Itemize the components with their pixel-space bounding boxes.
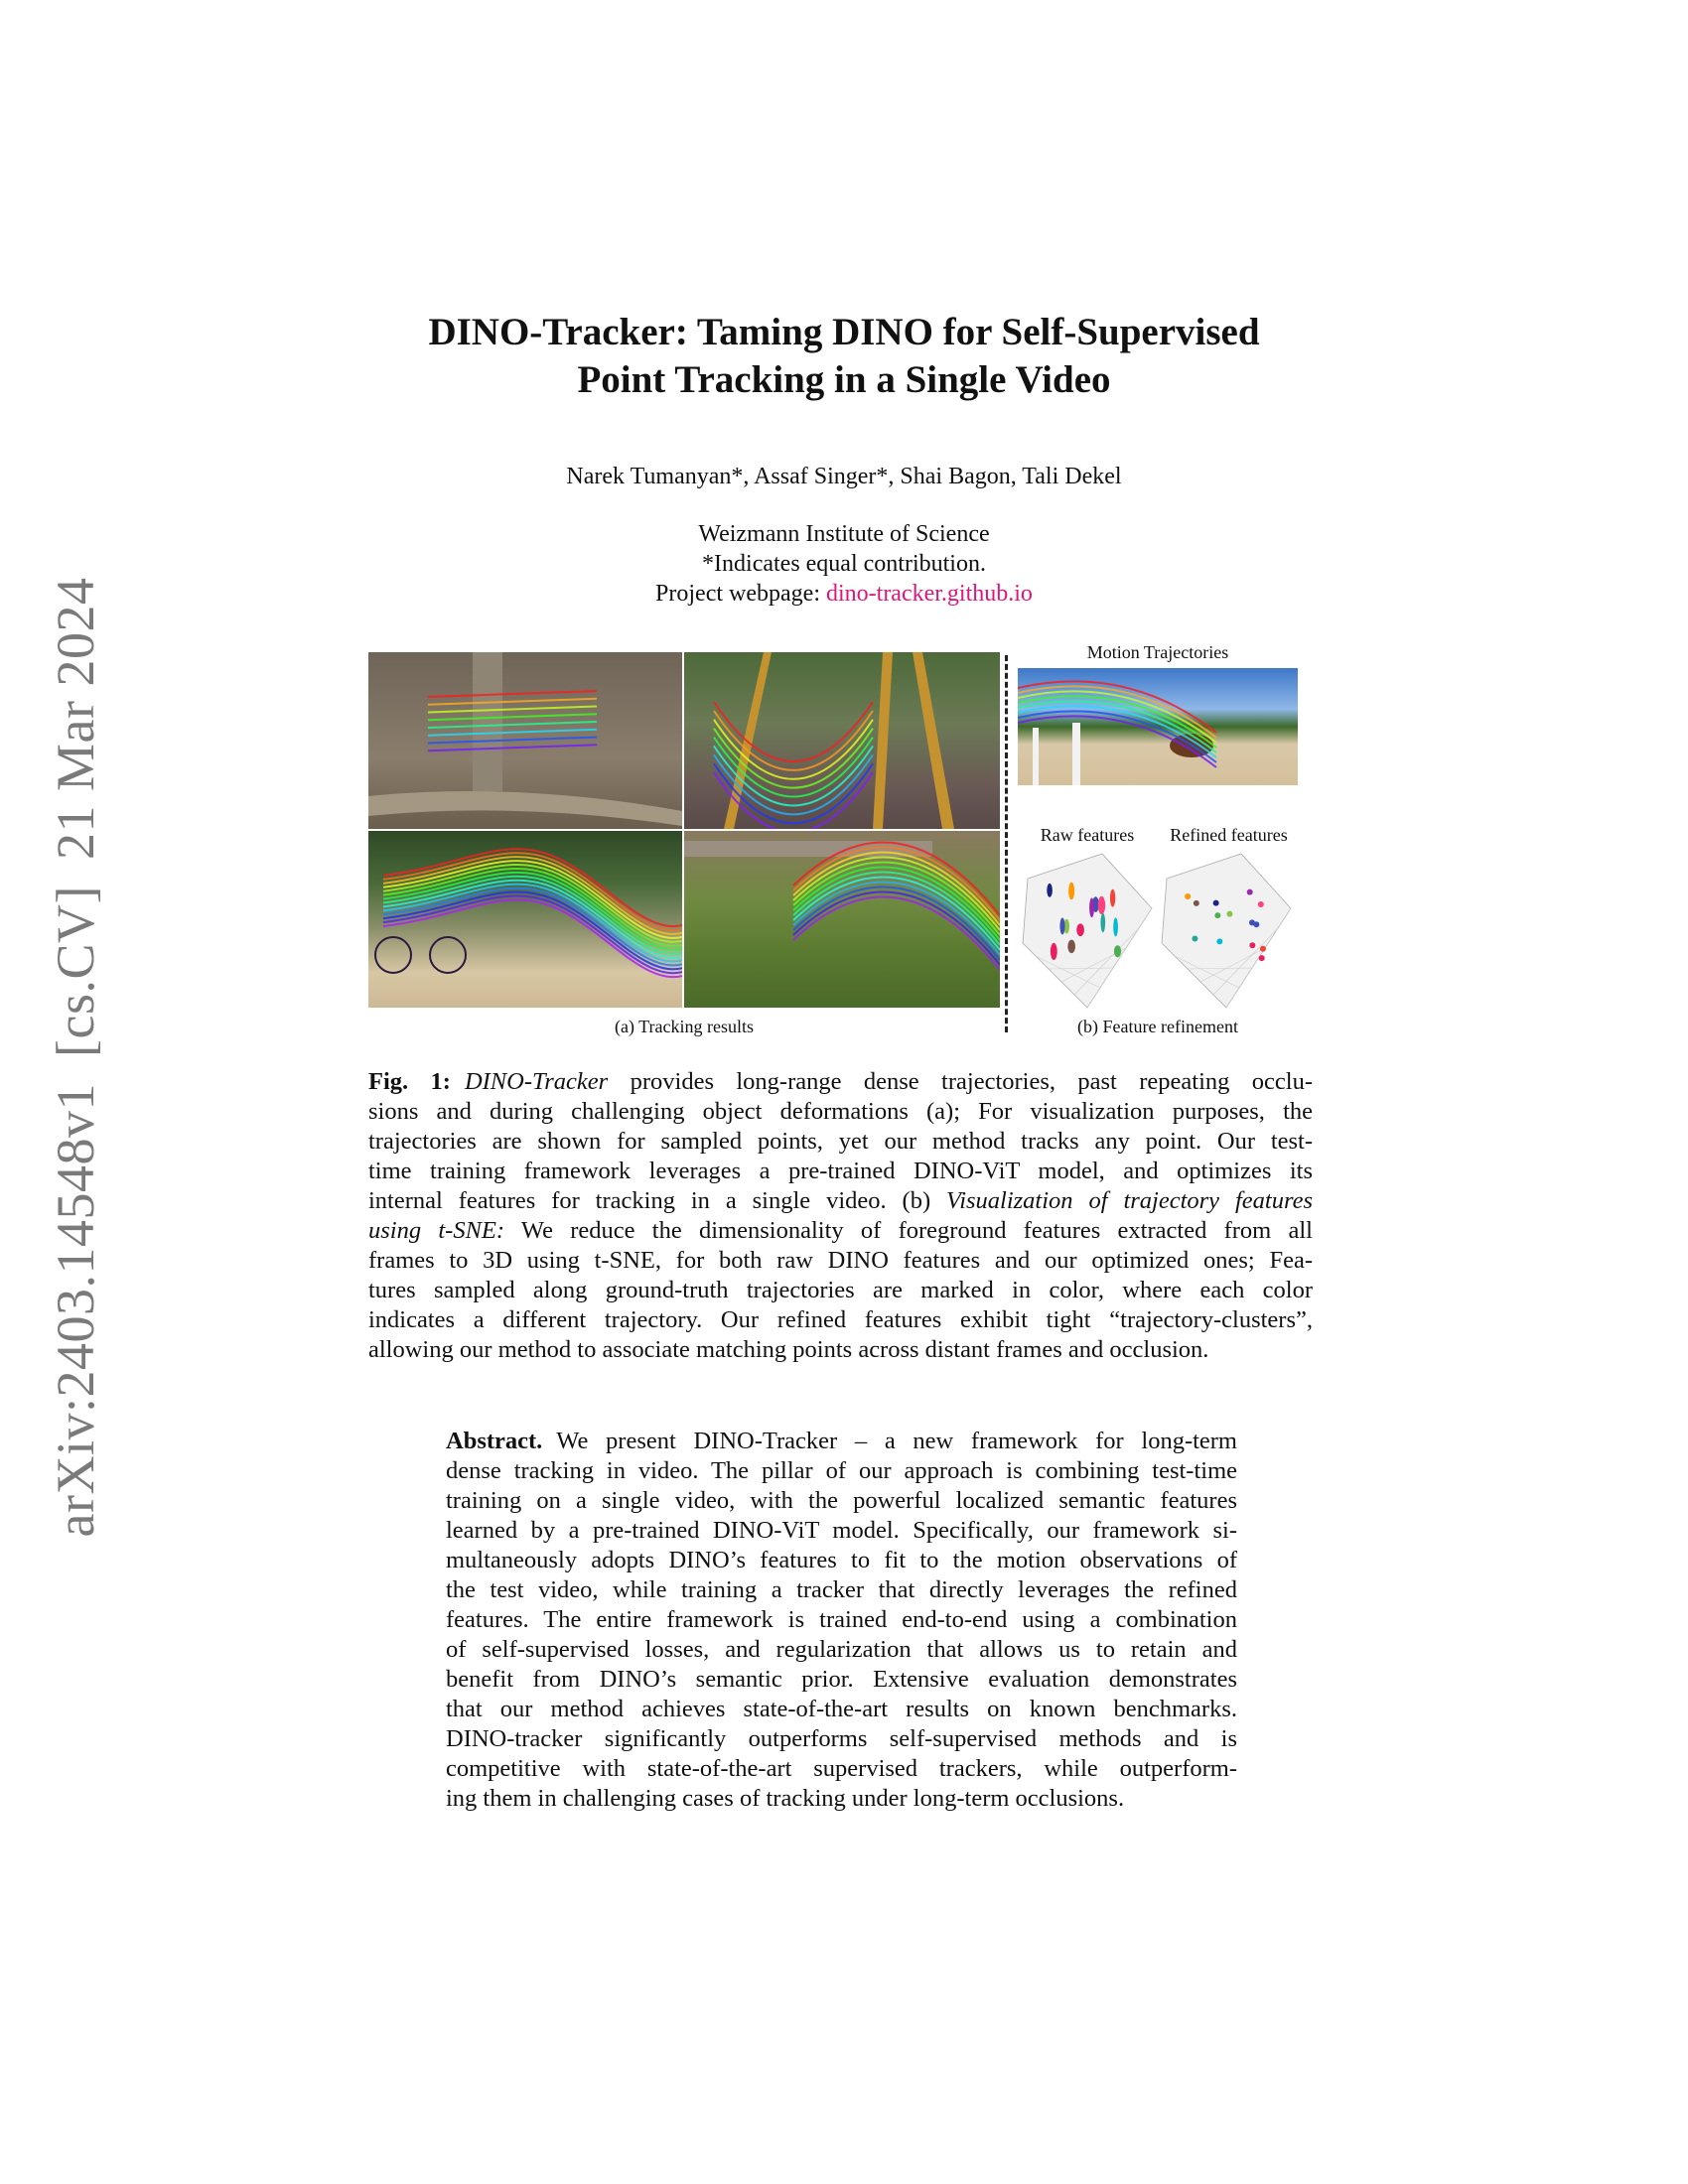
feature-cluster <box>1110 889 1115 907</box>
abstract-line <box>446 1665 1237 1695</box>
abstract-line <box>446 1546 1237 1575</box>
trajectory-line <box>383 888 682 966</box>
caption-line <box>368 1127 1313 1157</box>
feature-cluster <box>1185 893 1191 899</box>
feature-cluster <box>1213 900 1219 906</box>
abstract-line <box>446 1575 1237 1605</box>
trajectory-line <box>428 707 597 713</box>
figure-caption <box>368 1067 1313 1365</box>
feature-cluster <box>1113 917 1118 936</box>
feature-cluster <box>1047 884 1053 897</box>
feature-cluster <box>1089 898 1094 918</box>
trajectory-line <box>428 699 597 705</box>
abstract <box>446 1427 1237 1814</box>
abstract-line-text: competitive with state-of-the-art supervised trackers, while outperform- <box>446 1755 1237 1782</box>
webpage-label: Project webpage: <box>655 581 826 607</box>
caption-line <box>368 1335 1313 1365</box>
feature-cluster <box>1067 940 1075 954</box>
caption-line <box>368 1097 1313 1127</box>
feature-cluster <box>1259 955 1265 961</box>
abstract-line-text: learned by a pre-trained DINO-ViT model. Specifically, our framework si- <box>446 1517 1237 1544</box>
abstract-line-text: benefit from DINO’s semantic prior. Extensive evaluation demonstrates <box>446 1666 1237 1693</box>
feature-cluster <box>1216 938 1222 944</box>
caption-line-text: sions and during challenging object deformations (a); For visualization purposes, the <box>368 1098 1313 1125</box>
feature-cluster <box>1100 913 1105 933</box>
caption-line-text: tures sampled along ground-truth trajectories are marked in color, where each color <box>368 1277 1313 1303</box>
abstract-line-text: features. The entire framework is trained end-to-end using a combination <box>446 1606 1237 1633</box>
trajectory-line <box>383 895 682 973</box>
caption-line <box>368 1216 1313 1246</box>
plot-cube <box>1162 854 1291 1008</box>
caption-line-text: time training framework leverages a pre-trained DINO-ViT model, and optimizes its <box>368 1158 1313 1184</box>
caption-b: (b) Feature refinement <box>1077 1017 1238 1036</box>
motion-trajectories-image <box>1018 668 1298 785</box>
plot-cube <box>1023 854 1152 1008</box>
caption-line-text: allowing our method to associate matching points across distant frames and occlusion. <box>368 1336 1209 1363</box>
equal-contribution-note: *Indicates equal contribution. <box>702 551 986 577</box>
caption-line <box>368 1305 1313 1335</box>
caption-line-text: indicates a different trajectory. Our refined features exhibit tight “trajectory-clusters”, <box>368 1306 1313 1333</box>
caption-line <box>368 1246 1313 1276</box>
figure-label: Fig. 1: <box>368 1068 451 1095</box>
feature-cluster <box>1226 911 1232 917</box>
trajectory-line <box>383 899 682 977</box>
feature-cluster <box>1068 883 1074 900</box>
project-webpage <box>0 581 1688 608</box>
trajectory-line <box>428 745 597 751</box>
caption-line-text: using t-SNE: We reduce the dimensionality of foreground features extracted from all <box>368 1217 1313 1244</box>
abstract-line <box>446 1456 1237 1486</box>
caption-line-text: DINO-Tracker provides long-range dense trajectories, past repeating occlu- <box>464 1068 1313 1095</box>
abstract-line-text: multaneously adopts DINO’s features to fit to the motion observations of <box>446 1547 1237 1573</box>
arxiv-id: arXiv:2403.14548v1 <box>46 1082 105 1538</box>
abstract-line <box>446 1486 1237 1516</box>
abstract-line-text: ing them in challenging cases of tracking under long-term occlusions. <box>446 1785 1125 1812</box>
feature-cluster <box>1214 912 1220 918</box>
feature-cluster <box>1098 896 1105 914</box>
raw-features-label: Raw features <box>1040 825 1135 845</box>
caption-line <box>368 1186 1313 1216</box>
abstract-line <box>446 1695 1237 1724</box>
feature-cluster <box>1258 901 1264 907</box>
authors: Narek Tumanyan*, Assaf Singer*, Shai Bagon, Tali Dekel <box>566 464 1122 489</box>
abstract-line-text: We present DINO-Tracker – a new framework for long-term <box>556 1428 1237 1454</box>
raw-features-tsne-plot <box>1018 849 1157 1013</box>
feature-cluster <box>1247 889 1253 895</box>
trajectory-line <box>428 714 597 720</box>
feature-cluster <box>1076 923 1084 936</box>
abstract-line-text: of self-supervised losses, and regularization that allows us to retain and <box>446 1636 1237 1663</box>
caption-a: (a) Tracking results <box>615 1017 754 1036</box>
abstract-line <box>446 1754 1237 1784</box>
arxiv-category: [cs.CV] <box>46 886 105 1057</box>
caption-line <box>368 1276 1313 1305</box>
affiliation: Weizmann Institute of Science <box>698 521 990 547</box>
tracking-panel-kangaroo <box>684 831 1000 1008</box>
abstract-line <box>446 1516 1237 1546</box>
caption-line-text: internal features for tracking in a single video. (b) Visualization of trajectory features <box>368 1187 1313 1214</box>
refined-features-tsne-plot <box>1157 849 1301 1013</box>
feature-cluster <box>1260 946 1266 952</box>
abstract-line <box>446 1724 1237 1754</box>
paper-title-line2: Point Tracking in a Single Video <box>577 358 1111 401</box>
caption-line-text: trajectories are shown for sampled points, yet our method tracks any point. Our test- <box>368 1128 1313 1155</box>
abstract-line-text: dense tracking in video. The pillar of our approach is combining test-time <box>446 1457 1237 1484</box>
abstract-line <box>446 1427 1237 1456</box>
arxiv-date: 21 Mar 2024 <box>46 577 105 861</box>
feature-cluster <box>1192 935 1197 941</box>
caption-line-text: frames to 3D using t-SNE, for both raw DINO features and our optimized ones; Fea- <box>368 1247 1313 1274</box>
figure-divider <box>1005 655 1008 1032</box>
abstract-line <box>446 1635 1237 1665</box>
trajectory-line <box>428 738 597 744</box>
abstract-line <box>446 1605 1237 1635</box>
tracking-panel-swing <box>684 652 1000 829</box>
feature-cluster <box>1249 942 1255 948</box>
caption-line <box>368 1067 1313 1097</box>
tracking-panel-forest <box>368 652 682 829</box>
trajectory-line <box>428 730 597 736</box>
feature-cluster <box>1051 943 1057 960</box>
abstract-label: Abstract. <box>446 1428 543 1454</box>
feature-cluster <box>1114 945 1121 957</box>
feature-cluster <box>1059 918 1064 935</box>
paper-title-line1: DINO-Tracker: Taming DINO for Self-Supervised <box>428 311 1260 353</box>
abstract-line-text: DINO-tracker significantly outperforms self-supervised methods and is <box>446 1725 1237 1752</box>
caption-line <box>368 1157 1313 1186</box>
trajectory-line <box>714 702 873 761</box>
abstract-line <box>446 1784 1237 1814</box>
refined-features-label: Refined features <box>1170 825 1288 845</box>
trajectory-line <box>383 891 682 969</box>
motion-trajectories-title: Motion Trajectories <box>1086 642 1229 662</box>
arxiv-identifier-sidebar <box>45 552 106 1538</box>
feature-cluster <box>1194 900 1199 906</box>
feature-cluster <box>1249 919 1255 925</box>
trajectory-line <box>793 897 1000 970</box>
trajectory-line <box>383 885 682 962</box>
tracking-panel-bmx <box>368 831 682 1008</box>
trajectory-line <box>793 892 1000 965</box>
trajectory-line <box>428 722 597 728</box>
trajectory-line <box>428 691 597 697</box>
abstract-line-text: training on a single video, with the powerful localized semantic features <box>446 1487 1237 1514</box>
abstract-line-text: that our method achieves state-of-the-art results on known benchmarks. <box>446 1696 1237 1722</box>
webpage-link[interactable]: dino-tracker.github.io <box>825 581 1033 607</box>
abstract-line-text: the test video, while training a tracker that directly leverages the refined <box>446 1576 1237 1603</box>
